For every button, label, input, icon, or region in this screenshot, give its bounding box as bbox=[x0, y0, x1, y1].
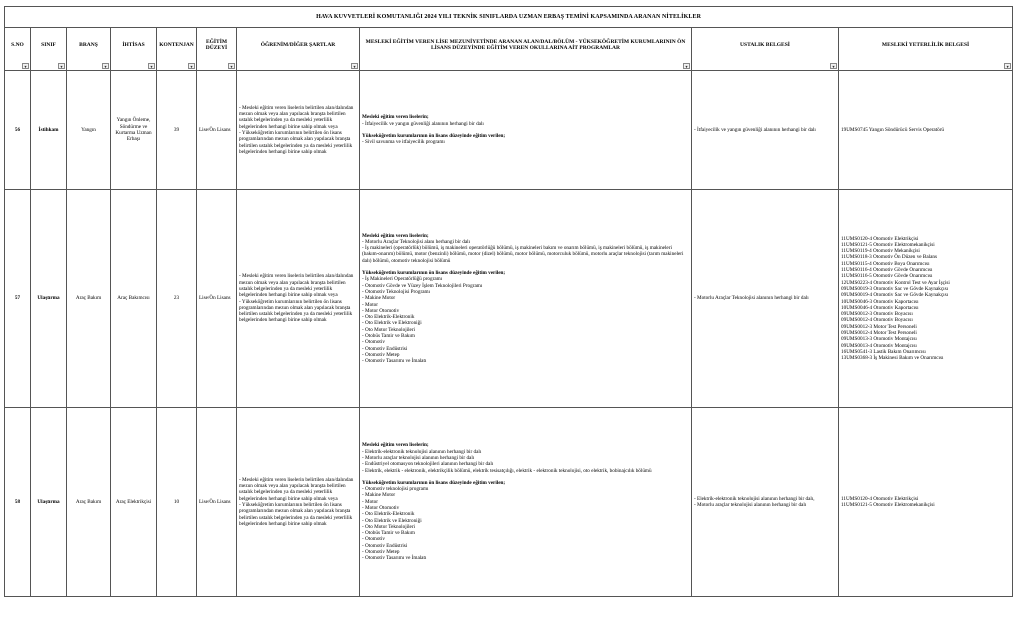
header-ihtisas bbox=[111, 28, 157, 71]
yeterlilik-item: 16UMS0541-3 Lastik Bakım Onarımcısı bbox=[841, 348, 926, 355]
sno-cell bbox=[5, 71, 31, 190]
header-sno-label: S.NO bbox=[11, 41, 24, 48]
yo-program-item: - Otomotiv Endüstrisi bbox=[362, 542, 408, 549]
filter-dropdown-icon[interactable]: ▾ bbox=[148, 63, 155, 69]
yo-program-item: - Otomotiv bbox=[362, 339, 385, 346]
egitim-cell bbox=[197, 71, 237, 190]
yeterlilik-item: 11UMS0121-5 Otomotiv Elektromekanikçisi bbox=[841, 502, 935, 508]
lise-heading: Mesleki eğitim veren liselerin; bbox=[362, 442, 429, 449]
header-mesleki bbox=[360, 28, 692, 71]
ihtisas-cell bbox=[111, 190, 157, 408]
yo-program-item: - Otobüs Tamir ve Bakım bbox=[362, 332, 415, 339]
lise-program-item: - Motorlu araçlar teknolojisi alanının herhangi bir dalı bbox=[362, 454, 475, 461]
brans-value: Araç Bakım bbox=[75, 498, 102, 505]
table-title: HAVA KUVVETLERİ KOMUTANLIĞI 2024 YILI TEKNİK SINIFLARDA UZMAN ERBAŞ TEMİNİ KAPSAMINDA ARANAN NİTELİKLER bbox=[5, 7, 1013, 28]
sinif-value: Ulaştırma bbox=[37, 498, 60, 505]
header-kontenjan-label: KONTENJAN bbox=[159, 41, 194, 48]
yo-program-item: - Motor bbox=[362, 301, 378, 308]
header-brans bbox=[67, 28, 111, 71]
sinif-value: Ulaştırma bbox=[37, 295, 60, 302]
sno-value: 58 bbox=[14, 498, 21, 505]
yo-program-item: - Oto Motor Teknolojileri bbox=[362, 326, 415, 333]
filter-dropdown-icon[interactable]: ▾ bbox=[351, 63, 358, 69]
yo-program-item: - Oto Elektrik-Elektronik bbox=[362, 314, 415, 321]
table-body bbox=[5, 71, 1013, 597]
brans-cell bbox=[67, 190, 111, 408]
yeterlilik-item: 11UMS0120-4 Otomotiv Elektrikçisi bbox=[841, 495, 919, 502]
yo-program-item: - Otomotiv teknolojisi programı bbox=[362, 486, 429, 493]
brans-value: Araç Bakım bbox=[75, 295, 102, 302]
filter-dropdown-icon[interactable]: ▾ bbox=[830, 63, 837, 69]
lise-heading: Mesleki eğitim veren liselerin; bbox=[362, 114, 429, 121]
mesleki-cell bbox=[360, 71, 692, 190]
header-yeterlilik-label: MESLEKİ YETERLİLİK BELGESİ bbox=[881, 41, 970, 48]
filter-dropdown-icon[interactable]: ▾ bbox=[102, 63, 109, 69]
lise-program-item: - Endüstriyel otomasyon teknolojileri alanının herhangi bir dalı bbox=[362, 461, 494, 468]
header-yeterlilik bbox=[839, 28, 1013, 71]
sno-value: 57 bbox=[14, 295, 21, 302]
header-ogrenim-label: ÖĞRENİM/DİĞER ŞARTLAR bbox=[260, 41, 336, 48]
lise-program-item: - İtfaiyecilik ve yangın güvenliği alanının herhangi bir dalı bbox=[362, 120, 484, 127]
brans-value: Yangın bbox=[81, 126, 96, 133]
ihtisas-value: Araç Elektrikçisi bbox=[115, 498, 152, 505]
yeterlilik-item: 11UMS0116-4 Otomotiv Gövde Onarımcısı bbox=[841, 267, 933, 274]
yo-program-item: - Otobüs Tamir ve Bakım bbox=[362, 530, 415, 537]
table-row bbox=[5, 71, 1013, 190]
yeterlilik-item: 19UMS0745 Yangın Söndürücü Servis Operatörü bbox=[841, 126, 945, 133]
table-row bbox=[5, 408, 1013, 597]
filter-dropdown-icon[interactable]: ▾ bbox=[58, 63, 65, 69]
header-sinif-label: SINIF bbox=[41, 41, 56, 48]
header-ogrenim bbox=[237, 28, 360, 71]
header-egitim bbox=[197, 28, 237, 71]
header-ustalik bbox=[692, 28, 839, 71]
ogrenim-value: - Mesleki eğitim veren liselerin belirtilen alan/dalından mezun olmak veya alan yapılacak branşta belirtilen ustalık belgelerinden ya da mesleki yeterlilik belgelerinden herhangi birine sahip olmak veya - Yükseköğretim kurumlarının belirtilen ön lisans programlarından mezun olmak alan yapılacak branşta belirtilen ustalık belgelerinden ya da mesleki yeterlilik belgelerinden herhangi birine sahip olmak bbox=[239, 476, 354, 527]
kontenjan-cell bbox=[157, 408, 197, 597]
yeterlilik-item: 13UMS0368-3 İş Makinesi Bakım ve Onarımcısı bbox=[841, 355, 944, 362]
yeterlilik-item: 10UMS0046-3 Otomotiv Kaportacısı bbox=[841, 298, 919, 305]
ustalik-item: - Elektrik-elektronik teknolojisi alanının herhangi bir dalı, bbox=[694, 495, 815, 502]
filter-dropdown-icon[interactable]: ▾ bbox=[1004, 63, 1011, 69]
yeterlilik-item: 09UMS0019-4 Otomotiv Sac ve Gövde Kaynakçısı bbox=[841, 292, 949, 299]
yo-program-item: - Otomotiv Gövde ve Yüzey İşlem Teknolojileri Programı bbox=[362, 282, 483, 289]
ustalik-item: - Motorlu araçlar teknolojisi alanının herhangi bir dalı bbox=[694, 502, 807, 508]
egitim-cell bbox=[197, 190, 237, 408]
yo-program-item: - Otomotiv Tasarımı ve İmalatı bbox=[362, 358, 427, 365]
yo-program-item: - Otomotiv Metep bbox=[362, 351, 400, 358]
filter-dropdown-icon[interactable]: ▾ bbox=[22, 63, 29, 69]
yo-heading: Yükseköğretim kurumlarının ön lisans düzeyinde eğitim verilen; bbox=[362, 270, 506, 277]
lise-program-item: - Elektrik-elektronik teknolojisi alanının herhangi bir dalı bbox=[362, 448, 482, 455]
yeterlilik-item: 09UMS0012-4 Otomotiv Boyacısı bbox=[841, 317, 913, 324]
sinif-cell bbox=[31, 71, 67, 190]
lise-program-item: - Motorlu Araçlar Teknolojisi alanı herhangi bir dalı bbox=[362, 238, 471, 245]
yeterlilik-item: 11UMS0116-5 Otomotiv Gövde Onarımcısı bbox=[841, 273, 933, 280]
kontenjan-value: 23 bbox=[173, 295, 180, 302]
yo-program-item: - Otomotiv Teknolojisi Programı bbox=[362, 288, 430, 295]
yo-program-item: - Motor Otomotiv bbox=[362, 307, 400, 314]
yo-program-item: - Otomotiv Metep bbox=[362, 549, 400, 556]
yo-program-item: - Oto Elektrik-Elektronik bbox=[362, 511, 415, 518]
egitim-value: Lise/Ön Lisans bbox=[199, 126, 231, 133]
header-sno bbox=[5, 28, 31, 71]
yeterlilik-cell bbox=[839, 71, 1013, 190]
sinif-value: İstihkam bbox=[38, 126, 59, 133]
kontenjan-value: 39 bbox=[173, 126, 180, 133]
table-row bbox=[5, 190, 1013, 408]
yeterlilik-item: 11UMS0118-3 Otomotiv Ön Düzen ve Balans bbox=[841, 254, 938, 261]
lise-heading: Mesleki eğitim veren liselerin; bbox=[362, 232, 429, 239]
ogrenim-value: - Mesleki eğitim veren liselerin belirtilen alan/dalından mezun olmak veya alan yapılacak branşta belirtilen ustalık belgelerinden ya da mesleki yeterlilik belgelerinden herhangi birine sahip olmak veya - Yükseköğretim kurumlarının belirtilen ön lisans programlarından mezun olmak alan yapılacak branşta belirtilen ustalık belgelerinden ya da mesleki yeterlilik belgelerinden herhangi birine sahip olmak bbox=[239, 104, 354, 155]
yeterlilik-item: 11UMS0120-4 Otomotiv Elektrikçisi bbox=[841, 235, 919, 242]
yeterlilik-item: 09UMS0012-3 Motor Test Personeli bbox=[841, 323, 917, 330]
ogrenim-cell bbox=[237, 408, 360, 597]
yeterlilik-cell bbox=[839, 190, 1013, 408]
mesleki-cell bbox=[360, 190, 692, 408]
lise-program-item: - İş makineleri (operatörlük) bölümü, iş makineleri operatörlüğü bölümü, iş makineleri bakım ve onarım bölümü, iş makineleri bölümü, iş makineleri (bakım-onarım) bölümü, motor (benzinli) bölümü, motor (dizel) bölümü, motor bölümü, motorculuk bölümü, motorlu araçlar teknolojisi (tarım makineleri dalı) bölümü, otomotiv teknolojisi bölümü bbox=[362, 245, 684, 264]
yeterlilik-item: 12UMS0223-4 Otomotiv Kontrol Test ve Ayar İşçisi bbox=[841, 279, 950, 286]
yo-program-item: - İş Makineleri Operatörlüğü programı bbox=[362, 276, 443, 283]
ihtisas-cell bbox=[111, 408, 157, 597]
yeterlilik-item: 10UMS0046-4 Otomotiv Kaportacısı bbox=[841, 304, 919, 311]
yo-program-item: - Otomotiv Endüstrisi bbox=[362, 345, 408, 352]
header-row bbox=[5, 28, 1013, 71]
ogrenim-cell bbox=[237, 71, 360, 190]
header-ihtisas-label: İHTİSAS bbox=[122, 41, 145, 48]
yo-program-item: - Motor Otomotiv bbox=[362, 505, 400, 511]
ustalik-cell bbox=[692, 408, 839, 597]
ihtisas-value: Araç Bakımcısı bbox=[117, 295, 150, 302]
kontenjan-cell bbox=[157, 71, 197, 190]
ihtisas-value: Yangın Önleme, Söndürme ve Kurtarma Uzman Erbaşı bbox=[115, 117, 152, 143]
header-sinif bbox=[31, 28, 67, 71]
qualifications-sheet bbox=[4, 6, 1012, 607]
egitim-value: Lise/Ön Lisans bbox=[199, 498, 231, 505]
ogrenim-value: - Mesleki eğitim veren liselerin belirtilen alan/dalından mezun olmak veya alan yapılacak branşta belirtilen ustalık belgelerinden ya da mesleki yeterlilik belgelerinden herhangi birine sahip olmak veya - Yükseköğretim kurumlarının belirtilen ön lisans programlarından mezun olmak alan yapılacak branşta belirtilen ustalık belgelerinden ya da mesleki yeterlilik belgelerinden herhangi birine sahip olmak bbox=[239, 273, 354, 324]
yo-heading: Yükseköğretim kurumlarının ön lisans düzeyinde eğitim verilen; bbox=[362, 479, 506, 486]
yo-program-item: - Otomotiv Tasarımı ve İmalatı bbox=[362, 555, 427, 562]
yeterlilik-item: 09UMS0012-4 Motor Test Personeli bbox=[841, 329, 917, 336]
yeterlilik-item: 09UMS0019-3 Otomotiv Sac ve Gövde Kaynakçısı bbox=[841, 285, 949, 292]
yo-program-item: - Makine Motor bbox=[362, 295, 396, 302]
ustalik-item: - İtfaiyecilik ve yangın güvenliği alanının herhangi bir dalı bbox=[694, 126, 816, 133]
yo-program-item: - Oto Elektrik ve Elektroniği bbox=[362, 320, 422, 327]
yo-heading: Yükseköğretim kurumlarının ön lisans düzeyinde eğitim verilen; bbox=[362, 133, 506, 139]
egitim-cell bbox=[197, 408, 237, 597]
brans-cell bbox=[67, 408, 111, 597]
sno-cell bbox=[5, 408, 31, 597]
yeterlilik-item: 09UMS0012-3 Otomotiv Boyacısı bbox=[841, 311, 913, 318]
filter-dropdown-icon[interactable]: ▾ bbox=[683, 63, 690, 69]
header-egitim-label: EĞİTİM DÜZEYİ bbox=[205, 38, 228, 51]
filter-dropdown-icon[interactable]: ▾ bbox=[228, 63, 235, 69]
yeterlilik-item: 11UMS0121-5 Otomotiv Elektromekanikçisi bbox=[841, 241, 935, 248]
yeterlilik-item: 11UMS0119-4 Otomotiv Mekanikçisi bbox=[841, 248, 920, 255]
mesleki-cell bbox=[360, 408, 692, 597]
yo-program-item: - Motor bbox=[362, 498, 378, 505]
yo-program-item: - Otomotiv bbox=[362, 536, 385, 543]
ihtisas-cell bbox=[111, 71, 157, 190]
yo-program-item: - Sivil savunma ve itfaiyecilik programı bbox=[362, 139, 445, 146]
sno-value: 56 bbox=[14, 126, 21, 133]
qualifications-table bbox=[4, 6, 1013, 597]
header-ustalik-label: USTALIK BELGESİ bbox=[740, 41, 790, 48]
lise-program-item: - Elektrik, elektrik - elektronik, elektrikçilik bölümü, elektrik tesisatçılığı, elektrik - elektronik teknolojisi, oto elektrik, bobinajcılık bölümü bbox=[362, 467, 652, 474]
ustalik-item: - Motorlu Araçlar Teknolojisi alanının herhangi bir dalı bbox=[694, 295, 809, 302]
header-kontenjan bbox=[157, 28, 197, 71]
sno-cell bbox=[5, 190, 31, 408]
yeterlilik-cell bbox=[839, 408, 1013, 597]
ustalik-cell bbox=[692, 190, 839, 408]
brans-cell bbox=[67, 71, 111, 190]
filter-dropdown-icon[interactable]: ▾ bbox=[188, 63, 195, 69]
yeterlilik-item: 09UMS0013-3 Otomotiv Montajcısı bbox=[841, 336, 917, 343]
yeterlilik-item: 09UMS0013-4 Otomotiv Montajcısı bbox=[841, 342, 917, 349]
sinif-cell bbox=[31, 408, 67, 597]
ustalik-cell bbox=[692, 71, 839, 190]
sinif-cell bbox=[31, 190, 67, 408]
ogrenim-cell bbox=[237, 190, 360, 408]
header-mesleki-label: MESLEKİ EĞİTİM VEREN LİSE MEZUNİYETİNDE ARANAN ALAN/DAL/BÖLÜM - YÜKSEKÖĞRETİM KURUMLARININ ÖN LİSANS DÜZEYİNDE EĞİTİM VEREN OKULLARINA AİT PROGRAMLAR bbox=[365, 38, 686, 51]
kontenjan-value: 10 bbox=[173, 498, 180, 505]
kontenjan-cell bbox=[157, 190, 197, 408]
yo-program-item: - Oto Elektrik ve Elektroniği bbox=[362, 517, 422, 524]
header-brans-label: BRANŞ bbox=[79, 41, 98, 48]
yo-program-item: - Oto Motor Teknolojileri bbox=[362, 523, 415, 530]
yo-program-item: - Makine Motor bbox=[362, 492, 396, 499]
yeterlilik-item: 11UMS0115-4 Otomotiv Boya Onarımcısı bbox=[841, 260, 930, 267]
egitim-value: Lise/Ön Lisans bbox=[199, 295, 231, 302]
